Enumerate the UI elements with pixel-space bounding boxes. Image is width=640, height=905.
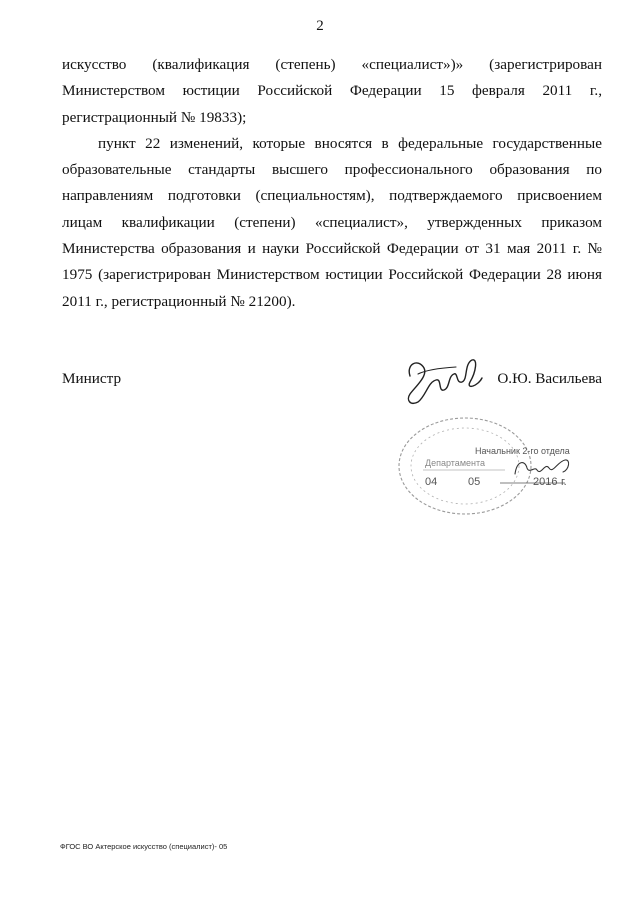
document-footer: ФГОС ВО Актерское искусство (специалист)- 05: [60, 842, 228, 851]
page-number: 2: [316, 18, 324, 34]
stamp-year-suffix: г.: [561, 476, 567, 488]
stamp-department-line: Департамента: [425, 458, 486, 468]
paragraph-continuation: искусство (квалификация (степень) «специалист»)» (зарегистрирован Министерством юстиции Российской Федерации 15 февраля 2011 г., регистрационный № 19833);: [62, 56, 602, 126]
stamp-day: 04: [425, 476, 438, 488]
signer-name: О.Ю. Васильева: [497, 370, 602, 387]
handwritten-signature: [396, 352, 496, 412]
stamp-month: 05: [468, 476, 481, 488]
document-body: [62, 52, 602, 315]
signer-position: Министр: [62, 370, 122, 387]
paragraph-item-22: пункт 22 изменений, которые вносятся в федеральные государственные образовательные стандарты высшего профессионального образования по направлениям подготовки (специальностям), подтверждаемого присвоением лицам квалификации (степени) «специалист», утвержденных приказом Министерства образования и науки Российской Федерации от 31 мая 2011 г. № 1975 (зарегистрирован Министерством юстиции Российской Федерации 28 июня 2011 г., регистрационный № 21200).: [62, 134, 602, 310]
stamp-position-line: Начальник 2-го отдела: [475, 446, 570, 456]
stamp-year: 2016: [533, 476, 558, 488]
approval-stamp: [395, 410, 595, 520]
signature-block: [62, 370, 602, 390]
